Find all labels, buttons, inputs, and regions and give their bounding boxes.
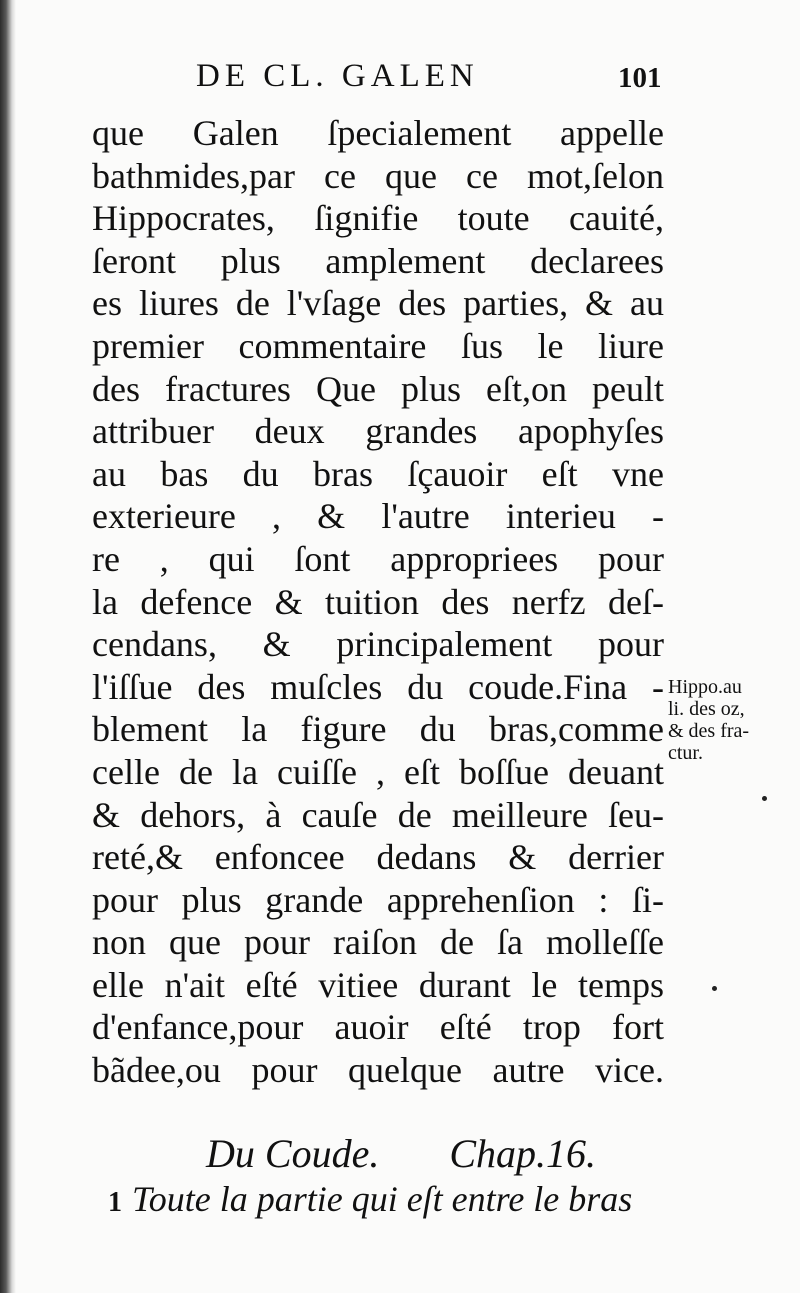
- page-binding-edge: [0, 0, 16, 1293]
- text-line: l'iſſue des muſcles du coude.Fina -: [92, 666, 664, 707]
- margin-note-line: li. des oz,: [668, 698, 745, 720]
- text-line: & dehors, à cauſe de meilleure ſeu-: [92, 794, 664, 835]
- chapter-first-line: [108, 1178, 668, 1220]
- text-line: reté,& enfoncee dedans & derrier: [92, 837, 664, 878]
- ink-speck: [762, 796, 767, 801]
- text-line: attribuer deux grandes apophyſes: [92, 411, 664, 452]
- text-line: ſeront plus amplement declarees: [92, 240, 664, 281]
- text-line: la defence & tuition des nerfz deſ-: [92, 581, 664, 622]
- margin-note-line: & des fra-: [668, 720, 750, 742]
- chapter-opening-text: Toute la partie qui eſt entre le bras: [132, 1179, 633, 1219]
- text-line: premier commentaire ſus le liure: [92, 325, 664, 366]
- text-line: elle n'ait eſté vitiee durant le temps: [92, 964, 664, 1005]
- ink-speck: [712, 986, 717, 991]
- text-line: des fractures Que plus eſt,on peult: [92, 368, 664, 409]
- chapter-number: Chap.16.: [449, 1131, 596, 1176]
- running-head: DE CL. GALEN: [196, 58, 479, 94]
- text-line: pour plus grande apprehenſion : ſi-: [92, 879, 664, 920]
- text-line: au bas du bras ſçauoir eſt vne: [92, 453, 664, 494]
- text-line: d'enfance,pour auoir eſté trop fort: [92, 1007, 664, 1048]
- text-line: bathmides,par ce que ce mot,ſelon: [92, 155, 664, 196]
- text-line: Hippocrates, ſignifie toute cauité,: [92, 198, 664, 239]
- paragraph-number: 1: [108, 1187, 122, 1218]
- text-line: re , qui ſont appropriees pour: [92, 538, 664, 579]
- body-text: [92, 112, 664, 1092]
- margin-note-line: ctur.: [668, 742, 703, 764]
- page-number: 101: [618, 62, 662, 94]
- text-line: que Galen ſpecialement appelle: [92, 113, 664, 153]
- text-line: exterieure , & l'autre interieu -: [92, 496, 664, 537]
- text-line: blement la figure du bras,comme: [92, 709, 664, 750]
- text-line: es liures de l'vſage des parties, & au: [92, 283, 664, 324]
- chapter-heading: [206, 1130, 596, 1177]
- margin-note-line: Hippo.au: [668, 676, 742, 698]
- text-line: bãdee,ou pour quelque autre vice.: [92, 1050, 664, 1091]
- margin-note: [668, 676, 796, 764]
- text-line: non que pour raiſon de ſa molleſſe: [92, 922, 664, 963]
- text-line: cendans, & principalement pour: [92, 624, 664, 665]
- text-line: celle de la cuiſſe , eſt boſſue deuant: [92, 751, 664, 792]
- chapter-title: Du Coude.: [206, 1131, 380, 1176]
